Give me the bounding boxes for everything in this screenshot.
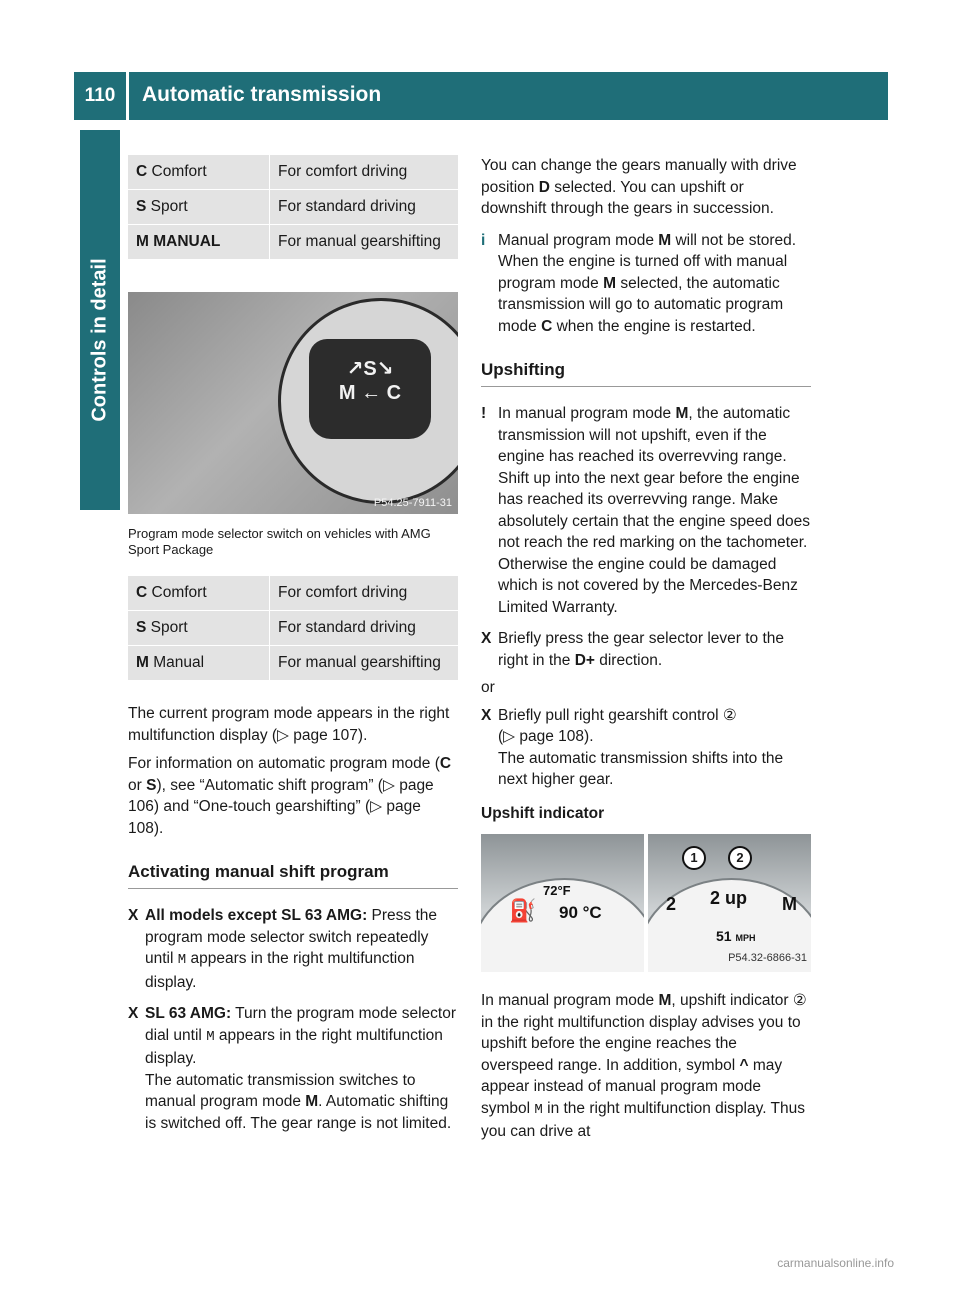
mode-m: M (675, 405, 689, 422)
text: will not be stored. When the engine is turned off with manual program mode (498, 231, 797, 292)
step-arrow-icon: X (481, 706, 492, 724)
mode-key: M (136, 654, 149, 672)
program-mode-symbol: M (782, 894, 797, 914)
mode-cell (128, 225, 270, 260)
step-arrow-icon: X (128, 907, 139, 924)
mode-cell (128, 190, 270, 225)
text: In manual program mode (498, 405, 676, 422)
right-column (481, 155, 811, 1143)
text: Briefly pull right gearshift control (498, 706, 723, 724)
mode-key: C (136, 163, 148, 181)
upshift-symbol: ^ (739, 1056, 749, 1074)
paragraph-manual-intro (481, 155, 811, 220)
gear-display-image (648, 834, 811, 972)
program-mode-table-1 (128, 155, 458, 260)
photo-caption: Program mode selector switch on vehicles with AMG Sport Package (128, 526, 431, 557)
outside-temp: 72°F (543, 883, 571, 898)
paragraph-upshift-indicator (481, 990, 811, 1143)
text: , upshift indicator (671, 992, 793, 1009)
table-row (128, 155, 458, 190)
text: You can change the gears manually with drive position (481, 157, 797, 196)
warning-note (481, 403, 811, 618)
page-number: 110 (84, 85, 116, 106)
text: Turn the program mode selector dial until (145, 1005, 456, 1044)
display-symbol-m: M (206, 1028, 215, 1045)
mode-cell (128, 576, 270, 611)
mode-name: MANUAL (148, 233, 221, 251)
instruction-step (128, 1003, 458, 1134)
upshift-indicator-images (481, 834, 811, 972)
section-heading-upshifting: Upshifting (481, 359, 811, 387)
display-symbol-m: M (177, 952, 187, 968)
image-code: P54.25-7911-31 (373, 497, 452, 509)
text: selected, the automatic transmission will go to automatic program mode (498, 274, 784, 335)
mode-description: For standard driving (270, 611, 459, 646)
mode-name: Sport (146, 619, 188, 637)
text: or (128, 776, 147, 794)
mode-m: M (658, 231, 672, 249)
info-note (481, 230, 811, 338)
mode-description: For standard driving (270, 190, 459, 225)
text: appears in the right multifunction display. (145, 950, 415, 991)
position-d: D (538, 178, 550, 196)
mode-cell (128, 155, 270, 190)
step-arrow-icon: X (128, 1005, 139, 1022)
oil-can-icon: ⛽ (509, 898, 537, 923)
program-mode-switch (309, 339, 431, 439)
step-label: SL 63 AMG: (145, 1005, 232, 1022)
temperature-display-image (481, 834, 644, 972)
mode-m: M (658, 992, 672, 1009)
image-code: P54.32-6866-31 (728, 951, 807, 964)
instruction-step (481, 705, 811, 791)
mode-m: M (603, 274, 617, 292)
mode-cell (128, 646, 270, 681)
text: (▷ page 108). (498, 728, 594, 745)
selector-switch-photo (128, 292, 458, 514)
mode-key: M (136, 233, 149, 251)
instruction-step (128, 905, 458, 993)
callout-ref: ② (792, 992, 807, 1009)
table-row (128, 646, 458, 681)
table-row (128, 611, 458, 646)
text: direction. (594, 651, 663, 669)
subheading-upshift-indicator: Upshift indicator (481, 804, 605, 822)
callout-ref: ② (722, 706, 737, 724)
page-title: Automatic transmission (142, 83, 382, 106)
text: when the engine is restarted. (552, 317, 756, 335)
coolant-temp: 90 °C (559, 903, 602, 922)
side-tab-label: Controls in detail (88, 258, 111, 422)
mode-cell (128, 611, 270, 646)
text: may appear instead of manual program mode symbol (481, 1056, 783, 1117)
text: , the automatic transmission will not upshift, even if the engine has reached its overrevving range. Shift up into the next gear before the engine has reached its overrevving range. Make absolutely certain that the engine speed does not reach the red marking on the tachometer. Otherwise the engine could be damaged which is not covered by the Mercedes-Benz Limited Warranty. (498, 405, 810, 616)
page-header (74, 72, 888, 120)
section-heading-manual: Activating manual shift program (128, 861, 458, 889)
warning-icon: ! (481, 405, 487, 422)
text: appears in the right multifunction display. (145, 1026, 443, 1067)
step-label: All models except SL 63 AMG: (145, 907, 368, 924)
text: selected. You can upshift or downshift through the gears in succession. (481, 178, 774, 217)
text: For information on automatic program mode ( (128, 755, 440, 772)
text: in the right multifunction display. Thus you can drive at (481, 1099, 806, 1140)
speed-value (716, 926, 755, 950)
mode-description: For manual gearshifting (270, 646, 459, 681)
text: The automatic transmission shifts into the next higher gear. (498, 749, 784, 788)
mode-c: C (439, 755, 452, 772)
mode-c: C (541, 317, 553, 335)
side-tab-square (80, 130, 120, 170)
info-icon: i (481, 231, 486, 249)
table-row (128, 576, 458, 611)
current-gear: 2 (666, 894, 677, 914)
mode-key: C (136, 584, 148, 602)
mode-description: For comfort driving (270, 155, 459, 190)
section-side-tab (80, 170, 120, 510)
text: The automatic transmission switches to manual program mode (145, 1071, 416, 1110)
text: In manual program mode (481, 992, 659, 1009)
mode-description: For comfort driving (270, 576, 459, 611)
text: Briefly press the gear selector lever to the right in the (498, 630, 785, 669)
text: ), see “Automatic shift program” (▷ page 106) and “One-touch gearshifting” (▷ page 108). (128, 776, 434, 837)
speed-unit: MPH (735, 933, 756, 943)
text: . Automatic shifting is switched off. The gear range is not limited. (145, 1093, 452, 1132)
mode-key: S (136, 198, 147, 216)
callout-2: 2 (728, 846, 752, 870)
switch-symbol-mc: M ← C (338, 382, 402, 404)
mode-name: Comfort (147, 584, 207, 602)
mode-name: Manual (148, 654, 205, 672)
direction-d-plus: D+ (574, 651, 595, 669)
table-row (128, 225, 458, 260)
or-text: or (481, 679, 495, 696)
mode-key: S (136, 619, 147, 637)
paragraph-program-mode-display: The current program mode appears in the right multifunction display (▷ page 107). (128, 705, 450, 744)
display-symbol-m: M (534, 1101, 543, 1118)
table-row (128, 190, 458, 225)
mode-m: M (305, 1093, 319, 1110)
text: Press the program mode selector switch repeatedly until (145, 907, 438, 967)
mode-s: S (146, 776, 157, 794)
upshift-indicator: 2 up (710, 888, 748, 908)
mode-name: Comfort (147, 163, 207, 181)
header-divider (126, 72, 129, 120)
paragraph-automatic-info (128, 753, 458, 839)
speed-number: 51 (716, 928, 732, 944)
callout-1: 1 (682, 846, 706, 870)
switch-symbol-s: ↗S↘ (346, 358, 394, 380)
left-column (128, 155, 458, 1134)
watermark: carmanualsonline.info (777, 1255, 894, 1270)
mode-description: For manual gearshifting (270, 225, 459, 260)
text: in the right multifunction display advises you to upshift before the engine reaches the overspeed range. In addition, symbol (481, 1013, 801, 1074)
mode-name: Sport (146, 198, 188, 216)
instruction-step (481, 628, 811, 671)
program-mode-table-2 (128, 576, 458, 681)
step-arrow-icon: X (481, 630, 492, 647)
text: Manual program mode (498, 231, 659, 249)
